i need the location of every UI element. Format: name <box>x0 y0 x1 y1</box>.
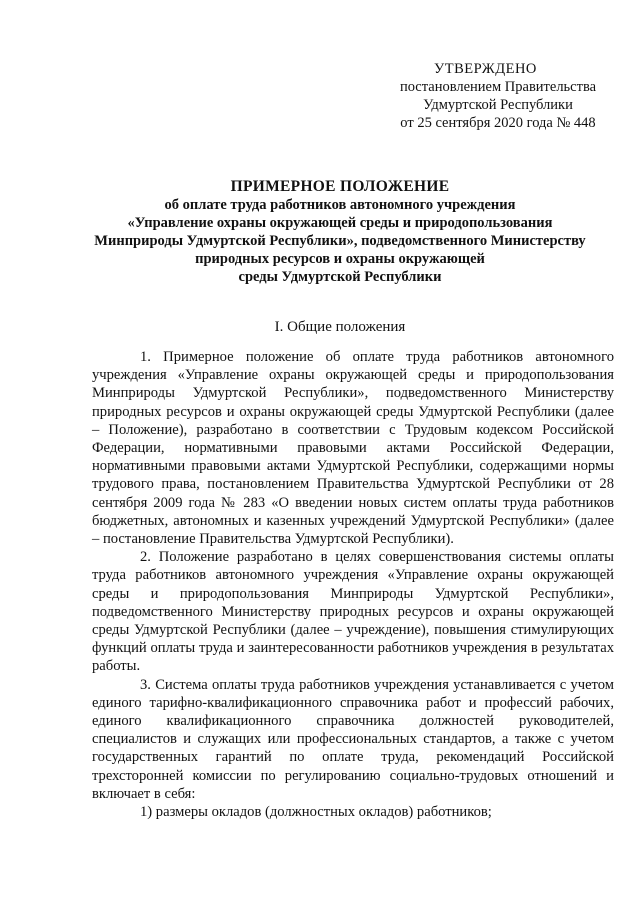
section-heading: I. Общие положения <box>274 319 406 335</box>
title-line-1: об оплате труда работников автономного учреждения <box>164 197 516 213</box>
approval-stamp <box>378 60 618 132</box>
main-title: ПРИМЕРНОЕ ПОЛОЖЕНИЕ <box>230 178 450 195</box>
paragraph-2: 2. Положение разработано в целях совершенствования системы оплаты труда работников автономного учреждения «Управление охраны окружающей среды и природопользования Минприроды Удмуртской Республики», подведомственного Министерству природных ресурсов и охраны окружающей среды Удмуртской Республики (далее – учреждение), повышения стимулирующих функций оплаты труда и заинтересованности работников учреждения в результатах работы. <box>92 549 614 675</box>
approval-line-1: постановлением Правительства <box>399 79 597 95</box>
approved-label: УТВЕРЖДЕНО <box>434 61 537 77</box>
title-line-4: природных ресурсов и охраны окружающей <box>195 251 485 267</box>
paragraph-1: 1. Примерное положение об оплате труда работников автономного учреждения «Управление охраны окружающей среды и природопользования Минприроды Удмуртской Республики», подведомственного Министерству природных ресурсов и охраны окружающей среды Удмуртской Республики (далее – Положение), разработано в соответствии с Трудовым кодексом Российской Федерации, нормативными правовыми актами Российской Федерации, нормативными правовыми актами Удмуртской Республики, содержащими нормы трудового права, постановлением Правительства Удмуртской Республики от 28 сентября 2009 года № 283 «О введении новых систем оплаты труда работников бюджетных, автономных и казенных учреждений Удмуртской Республики» (далее – постановление Правительства Удмуртской Республики). <box>92 349 614 548</box>
title-line-5: среды Удмуртской Республики <box>238 269 442 285</box>
list-item-1: 1) размеры окладов (должностных окладов) работников; <box>140 804 492 821</box>
document-title <box>60 178 620 286</box>
title-line-3: Минприроды Удмуртской Республики», подведомственного Министерству <box>94 233 586 249</box>
approval-line-2: Удмуртской Республики <box>423 97 573 113</box>
document-body <box>92 348 614 821</box>
paragraph-3: 3. Система оплаты труда работников учреждения устанавливается с учетом единого тарифно-квалификационного справочника работ и профессий рабочих, единого квалификационного справочника должностей руководителей, специалистов и служащих или профессиональных стандартов, а также с учетом государственных гарантий по оплате труда, рекомендаций Российской трехсторонней комиссии по регулированию социально-трудовых отношений и включает в себя: <box>92 676 614 802</box>
approval-line-3: от 25 сентября 2020 года № 448 <box>400 115 596 131</box>
title-line-2: «Управление охраны окружающей среды и природопользования <box>127 215 553 231</box>
